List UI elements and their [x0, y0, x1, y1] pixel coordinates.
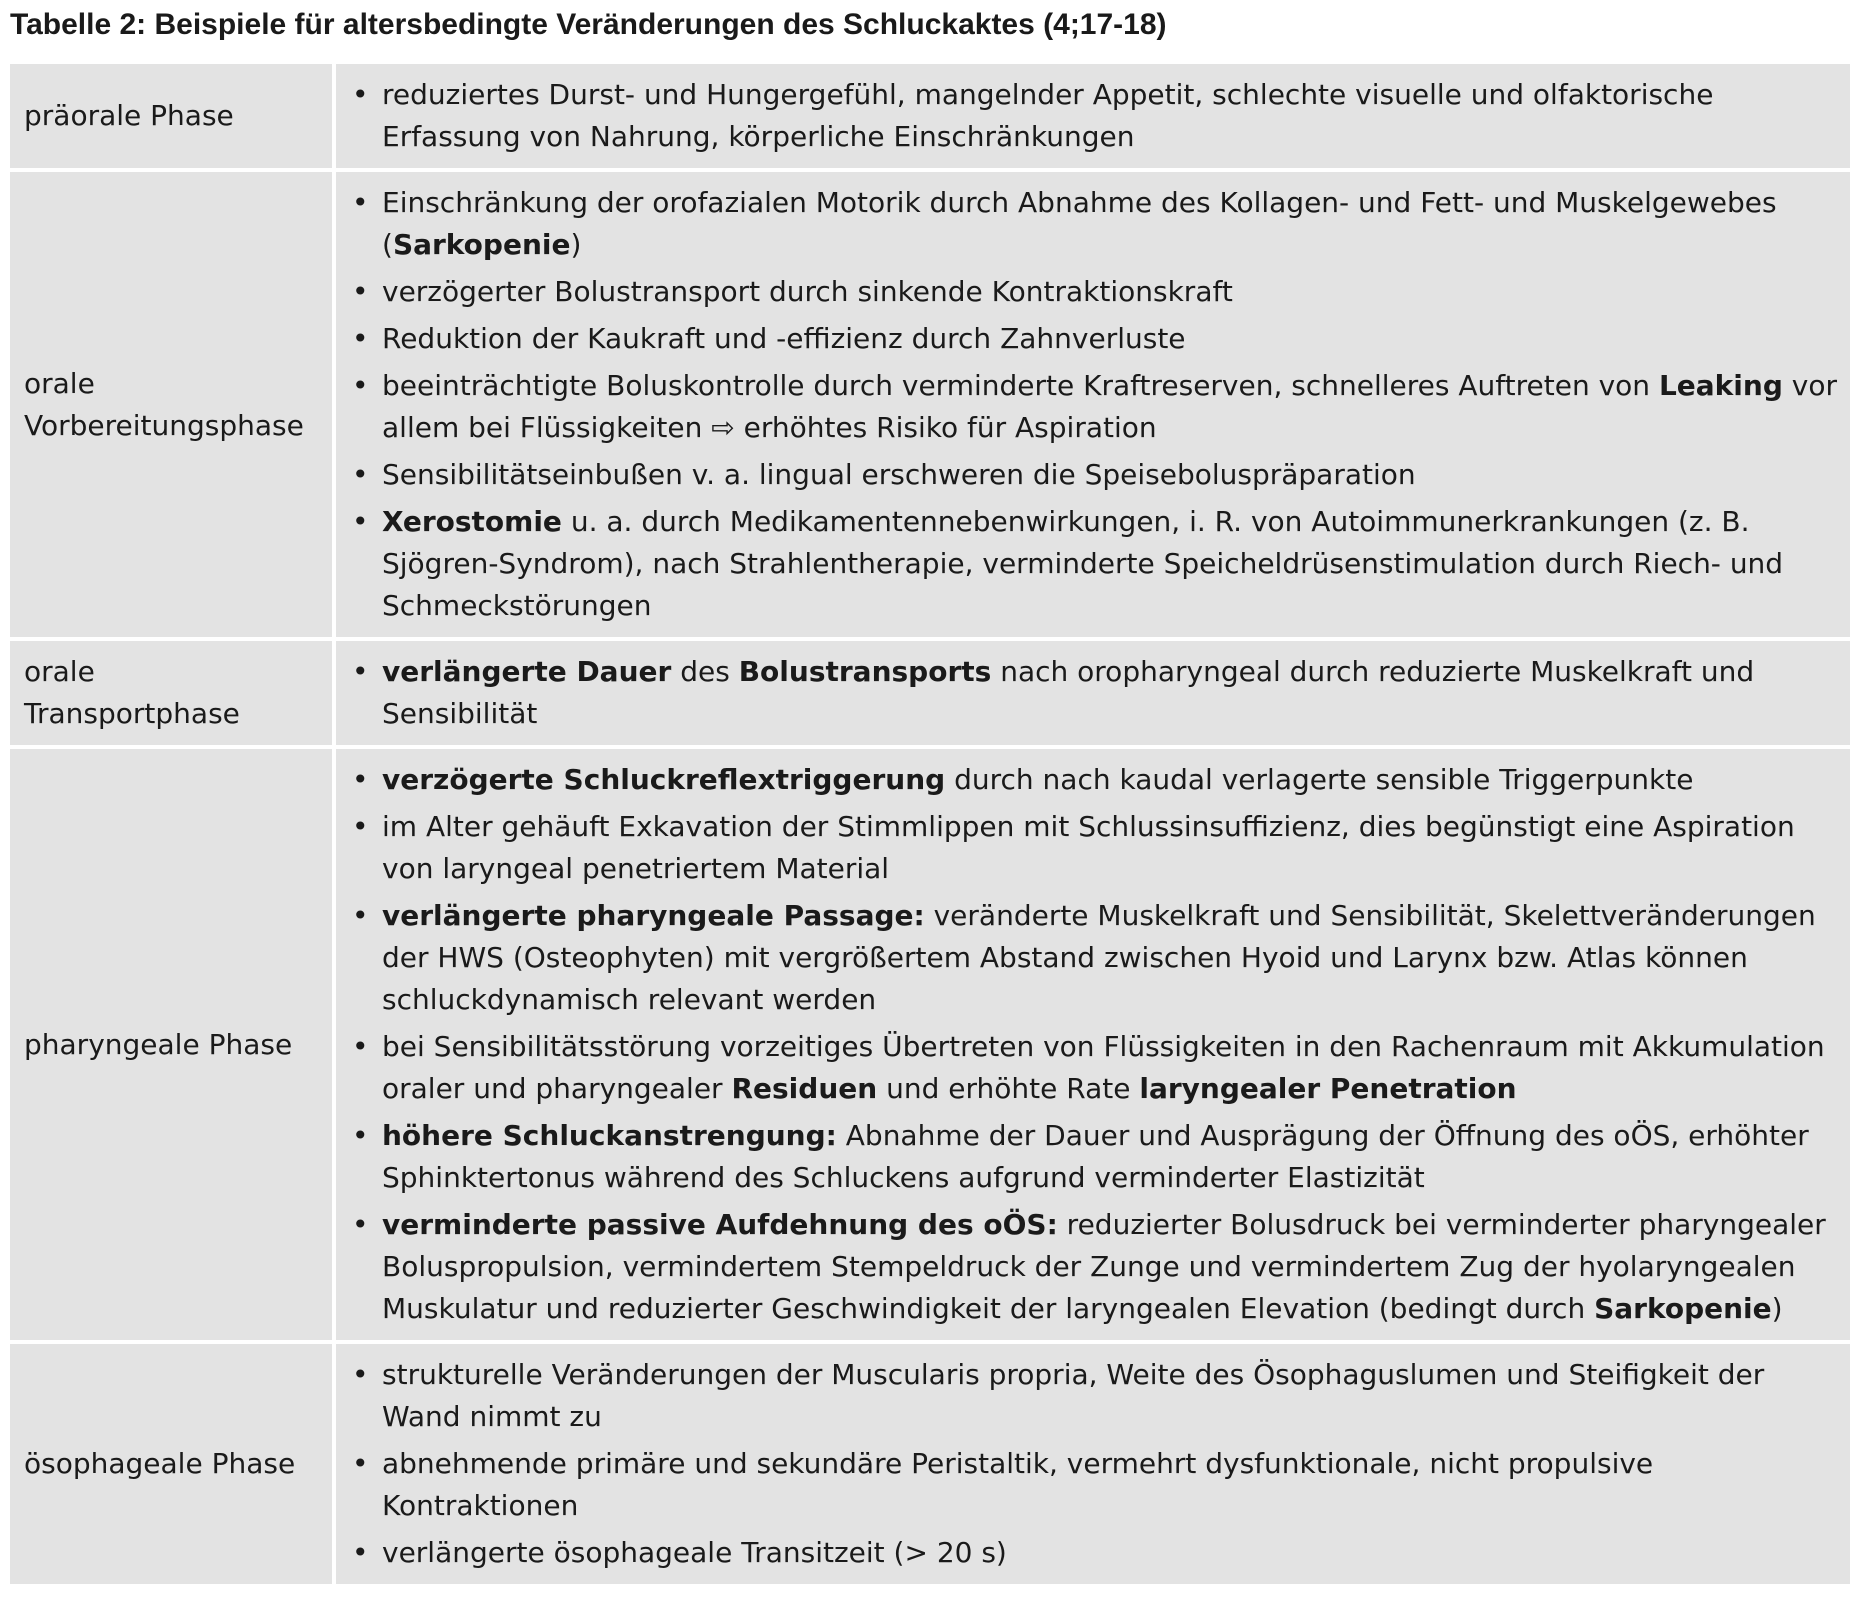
phase-label: orale Vorbereitungsphase [24, 366, 304, 442]
bold-term: verminderte passive Aufdehnung des oÖS: [382, 1208, 1058, 1241]
list-item [350, 1443, 1838, 1527]
bullet-icon: • [352, 763, 369, 796]
item-text: Einschränkung der orofazialen Motorik durch Abnahme des Kollagen- und Fett- und Muskelgewebes ( [382, 186, 1777, 261]
item-text: durch nach kaudal verlagerte sensible Triggerpunkte [945, 763, 1694, 796]
changes-cell [336, 1344, 1850, 1584]
phase-cell [10, 641, 332, 745]
phase-table [10, 64, 1850, 1584]
item-text: veränderte Muskelkraft und Sensibilität, Skelettveränderungen der HWS (Osteophyten) mit vergrößertem Abstand zwischen Hyoid und Larynx bzw. Atlas können schluckdynamisch relevant werden [382, 899, 1816, 1016]
table-row [10, 641, 1850, 749]
table-title: Tabelle 2: Beispiele für altersbedingte Veränderungen des Schluckaktes (4;17-18) [10, 8, 1167, 41]
bold-term: verzögerte Schluckreflextriggerung [382, 763, 946, 796]
bold-term: verlängerte pharyngeale Passage: [382, 899, 925, 932]
bullet-icon: • [352, 899, 369, 932]
changes-cell [336, 641, 1850, 745]
list-item [350, 1532, 1838, 1574]
list-item [350, 759, 1838, 801]
list-item [350, 1026, 1838, 1110]
list-item [350, 454, 1838, 496]
item-text: im Alter gehäuft Exkavation der Stimmlippen mit Schlussinsuffizienz, dies begünstigt eine Aspiration von laryngeal penetriertem Material [382, 810, 1795, 885]
list-item [350, 501, 1838, 627]
table-row [10, 64, 1850, 172]
list-item [350, 806, 1838, 890]
bullet-icon: • [352, 275, 369, 308]
bullet-icon: • [352, 655, 369, 688]
bold-term: verlängerte Dauer [382, 655, 672, 688]
bold-term: höhere Schluckanstrengung: [382, 1119, 837, 1152]
item-text: Reduktion der Kaukraft und -effizienz durch Zahnverluste [382, 322, 1186, 355]
list-item [350, 651, 1838, 735]
bold-term: Sarkopenie [392, 228, 571, 261]
item-text: reduziertes Durst- und Hungergefühl, mangelnder Appetit, schlechte visuelle und olfaktorische Erfassung von Nahrung, körperliche Einschränkungen [382, 78, 1714, 153]
item-text: u. a. durch Medikamentennebenwirkungen, i. R. von Autoimmunerkrankungen (z. B. Sjögren-Syndrom), nach Strahlentherapie, verminderte Speicheldrüsenstimulation durch Riech- und Schmeckstörungen [382, 505, 1784, 622]
list-item [350, 1115, 1838, 1199]
item-text: und erhöhte Rate [877, 1072, 1140, 1105]
item-text: abnehmende primäre und sekundäre Peristaltik, vermehrt dysfunktionale, nicht propulsive Kontraktionen [382, 1447, 1654, 1522]
item-text: reduzierter Bolusdruck bei verminderter pharyngealer Boluspropulsion, vermindertem Stempeldruck der Zunge und vermindertem Zug der hyolaryngealen Muskulatur und reduzierter Geschwindigkeit der laryngealen Elevation (bedingt durch [382, 1208, 1826, 1325]
list-item [350, 74, 1838, 158]
changes-cell [336, 64, 1850, 168]
item-text: beeinträchtigte Boluskontrolle durch verminderte Kraftreserven, schnelleres Auftreten von [382, 369, 1659, 402]
bullet-icon: • [352, 78, 369, 111]
phase-cell [10, 172, 332, 637]
changes-cell [336, 749, 1850, 1340]
bullet-icon: • [352, 186, 369, 219]
list-item [350, 1354, 1838, 1438]
phase-label: orale Transportphase [24, 655, 240, 730]
item-text: verzögerter Bolustransport durch sinkende Kontraktionskraft [382, 275, 1233, 308]
phase-cell [10, 749, 332, 1340]
bold-term: laryngealer Penetration [1139, 1072, 1517, 1105]
item-text: des [671, 655, 739, 688]
bullet-icon: • [352, 1030, 369, 1063]
table-row [10, 172, 1850, 641]
changes-cell [336, 172, 1850, 637]
item-text: verlängerte ösophageale Transitzeit (> 20 s) [382, 1536, 1007, 1569]
bullet-icon: • [352, 1119, 369, 1152]
bullet-icon: • [352, 1447, 369, 1480]
phase-cell [10, 1344, 332, 1584]
item-text: vor allem bei Flüssigkeiten ⇨ erhöhtes Risiko für Aspiration [382, 369, 1837, 444]
list-item [350, 895, 1838, 1021]
phase-label: pharyngeale Phase [24, 1027, 293, 1061]
bullet-icon: • [352, 1208, 369, 1241]
phase-label: ösophageale Phase [24, 1447, 296, 1480]
phase-cell [10, 64, 332, 168]
bullet-icon: • [352, 810, 369, 843]
item-text: Abnahme der Dauer und Ausprägung der Öffnung des oÖS, erhöhter Sphinktertonus während des Schluckens aufgrund verminderter Elastizität [382, 1119, 1809, 1194]
bullet-icon: • [352, 458, 369, 491]
phase-label: präorale Phase [24, 99, 234, 132]
list-item [350, 271, 1838, 313]
bold-term: Bolustransports [738, 655, 992, 688]
list-item [350, 1204, 1838, 1330]
bold-term: Residuen [731, 1072, 878, 1105]
bold-term: Xerostomie [382, 505, 562, 538]
bold-term: Leaking [1658, 369, 1783, 402]
table-row [10, 1344, 1850, 1584]
item-text: ) [1771, 1292, 1783, 1325]
list-item [350, 365, 1838, 449]
bullet-icon: • [352, 1358, 369, 1391]
item-text: Sensibilitätseinbußen v. a. lingual erschweren die Speiseboluspräparation [382, 458, 1416, 491]
bullet-icon: • [352, 1536, 369, 1569]
item-text: nach oropharyngeal durch reduzierte Muskelkraft und Sensibilität [382, 655, 1755, 730]
item-text: ) [570, 228, 582, 261]
bold-term: Sarkopenie [1594, 1292, 1772, 1325]
table-row [10, 749, 1850, 1344]
item-text: strukturelle Veränderungen der Muscularis propria, Weite des Ösophaguslumen und Steifigkeit der Wand nimmt zu [382, 1358, 1765, 1433]
bullet-icon: • [352, 505, 369, 538]
bullet-icon: • [352, 369, 369, 402]
list-item [350, 318, 1838, 360]
item-text: bei Sensibilitätsstörung vorzeitiges Übertreten von Flüssigkeiten in den Rachenraum mit Akkumulation oraler und pharyngealer [382, 1030, 1825, 1105]
list-item [350, 182, 1838, 266]
bullet-icon: • [352, 322, 369, 355]
